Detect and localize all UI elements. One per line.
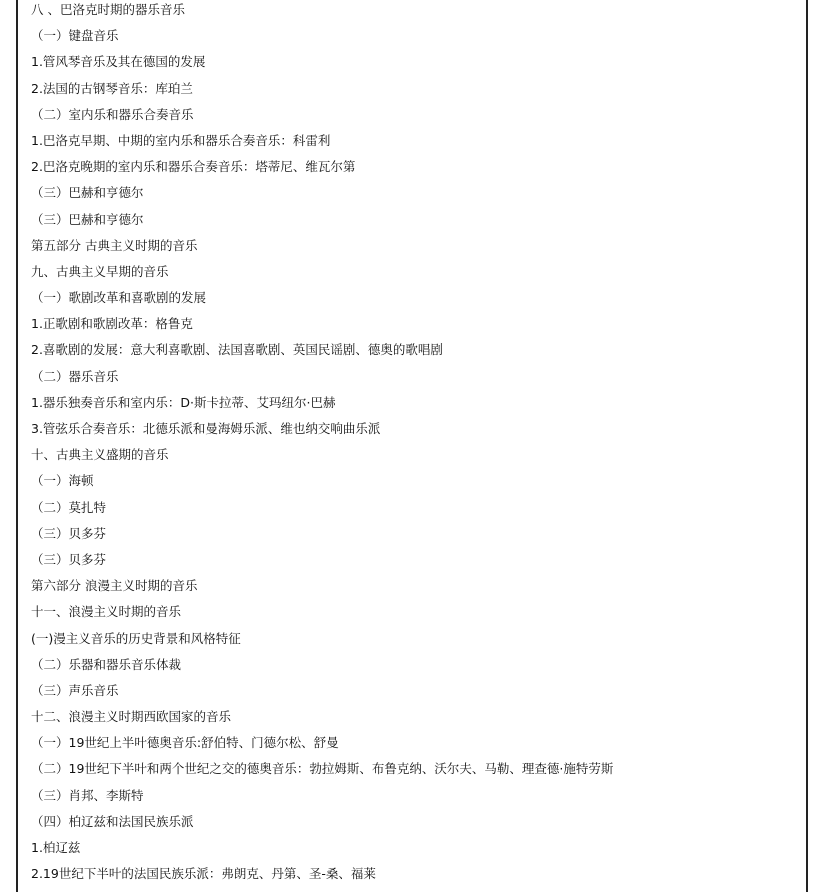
- outline-text: [31, 0, 801, 890]
- outline-line: 2.巴洛克晚期的室内乐和器乐合奏音乐：塔蒂尼、维瓦尔第: [31, 159, 356, 175]
- outline-line: （二）19世纪下半叶和两个世纪之交的德奥音乐：勃拉姆斯、布鲁克纳、沃尔夫、马勒、理查德·施特劳斯: [31, 761, 614, 777]
- outline-line: （三）贝多芬: [31, 525, 107, 541]
- outline-line: 十一、浪漫主义时期的音乐: [31, 604, 182, 620]
- outline-line: （三）肖邦、李斯特: [31, 787, 144, 803]
- outline-line: （一）键盘音乐: [31, 28, 119, 44]
- outline-line: （二）莫扎特: [31, 499, 107, 515]
- outline-line: （三）贝多芬: [31, 551, 107, 567]
- outline-line: （二）乐器和器乐音乐体裁: [31, 656, 182, 672]
- outline-line: （三）巴赫和亨德尔: [31, 185, 144, 201]
- outline-line: 3.管弦乐合奏音乐：北德乐派和曼海姆乐派、维也纳交响曲乐派: [31, 421, 381, 436]
- outline-line: 1.柏辽兹: [31, 840, 81, 855]
- outline-line: 1.巴洛克早期、中期的室内乐和器乐合奏音乐：科雷利: [31, 132, 331, 148]
- outline-line: （四）柏辽兹和法国民族乐派: [31, 813, 194, 829]
- outline-line: （二）器乐音乐: [31, 368, 119, 384]
- outline-line: 第五部分 古典主义时期的音乐: [31, 237, 198, 253]
- outline-line: (一)漫主义音乐的历史背景和风格特征: [31, 630, 241, 646]
- outline-line: 十、古典主义盛期的音乐: [31, 447, 169, 463]
- outline-line: 十二、浪漫主义时期西欧国家的音乐: [31, 709, 232, 725]
- outline-line: （二）室内乐和器乐合奏音乐: [31, 106, 194, 122]
- outline-line: （三）声乐音乐: [31, 682, 119, 698]
- outline-line: （三）巴赫和亨德尔: [31, 211, 144, 227]
- outline-line: 1.管风琴音乐及其在德国的发展: [31, 54, 206, 70]
- outline-line: 八 、巴洛克时期的器乐音乐: [31, 2, 185, 17]
- outline-line: （一）歌剧改革和喜歌剧的发展: [31, 290, 207, 306]
- outline-line: 第六部分 浪漫主义时期的音乐: [31, 578, 198, 594]
- outline-line: 2.19世纪下半叶的法国民族乐派：弗朗克、丹第、圣-桑、福莱: [31, 866, 376, 882]
- outline-line: 1.正歌剧和歌剧改革：格鲁克: [31, 316, 193, 332]
- outline-line: 2.喜歌剧的发展：意大利喜歌剧、法国喜歌剧、英国民谣剧、德奥的歌唱剧: [31, 342, 443, 358]
- outline-line: 1.器乐独奏音乐和室内乐：D·斯卡拉蒂、艾玛纽尔·巴赫: [31, 394, 336, 410]
- outline-line: （一）海顿: [31, 473, 94, 489]
- outline-line: 2.法国的古钢琴音乐：库珀兰: [31, 80, 193, 96]
- outline-line: 九、古典主义早期的音乐: [31, 263, 169, 279]
- outline-line: （一）19世纪上半叶德奥音乐:舒伯特、门德尔松、舒曼: [31, 735, 339, 751]
